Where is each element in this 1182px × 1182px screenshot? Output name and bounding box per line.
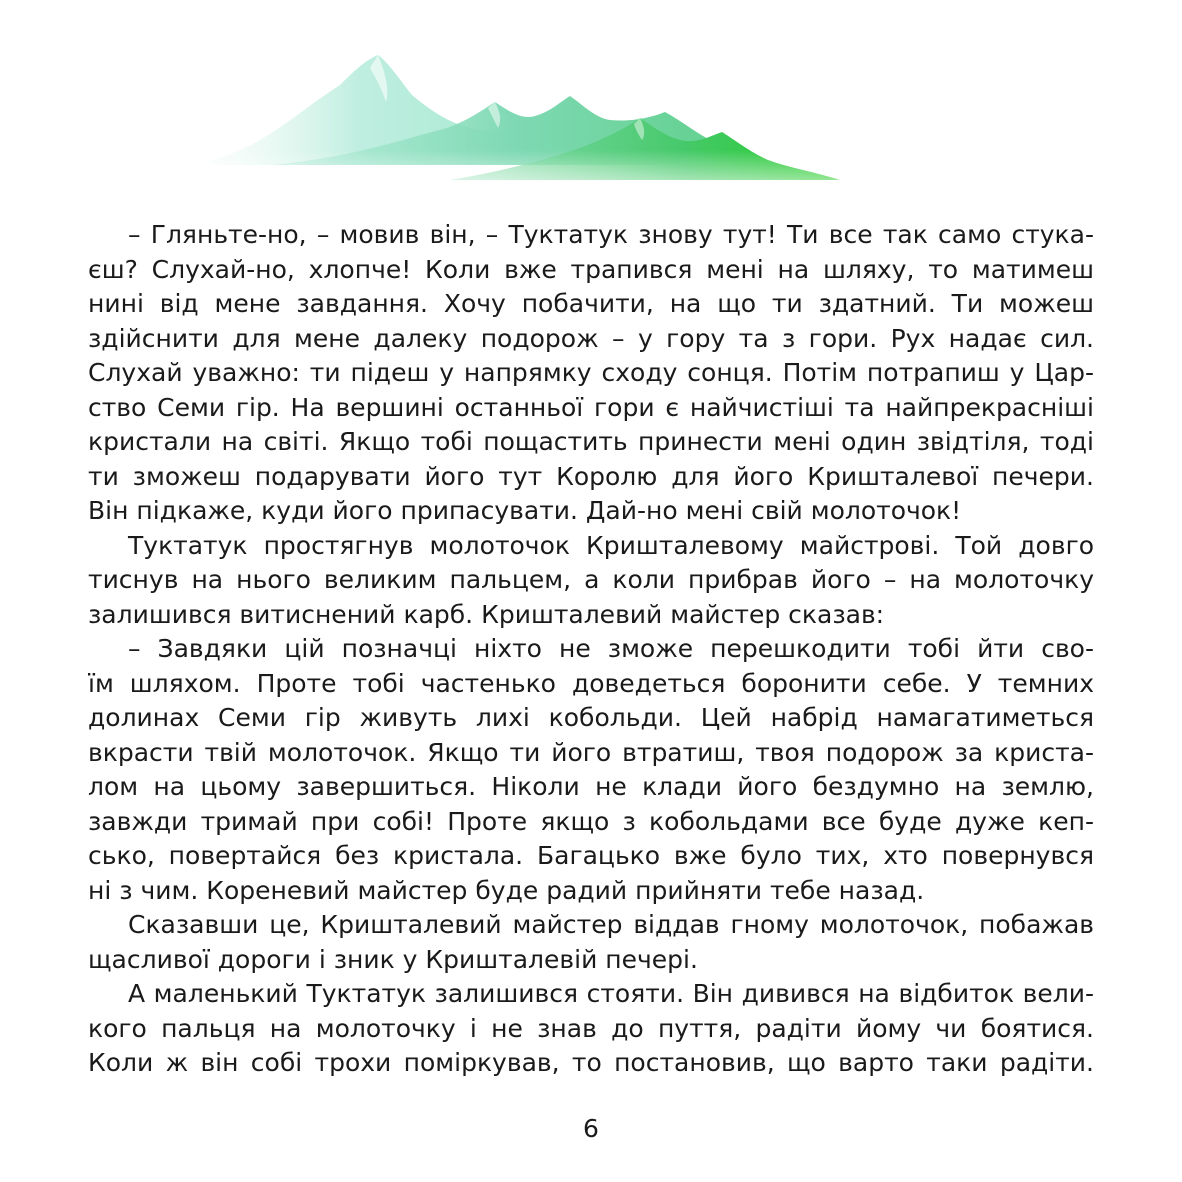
- text-line: – Завдяки цій позначці ніхто не зможе перешкодити тобі йти сво-: [128, 634, 1094, 663]
- text-line: здійснити для мене далеку подорож – у гору та з гори. Рух надає сил.: [88, 323, 1094, 353]
- text-line: кого пальця на молоточку і не знав до пуття, радіти йому чи боятися.: [88, 1013, 1094, 1043]
- text-line: Він підкаже, куди його припасувати. Дай-но мені свій молоточок!: [88, 496, 962, 525]
- text-line: щасливої дороги і зник у Кришталевій печері.: [88, 944, 698, 974]
- story-text: [88, 218, 1094, 1081]
- text-line: їм шляхом. Проте тобі частенько доведеться боронити себе. У темних: [88, 668, 1094, 698]
- paragraph-3: [88, 632, 1094, 908]
- text-line: єш? Слухай-но, хлопче! Коли вже трапився мені на шляху, то матимеш: [88, 254, 1094, 284]
- text-line: сько, повертайся без кристала. Багацько вже було тих, хто повернувся: [88, 841, 1094, 870]
- paragraph-4: [88, 908, 1094, 977]
- paragraph-5: [88, 977, 1094, 1081]
- page-number: 6: [583, 1114, 599, 1143]
- paragraph-1: [88, 218, 1094, 529]
- text-line: кристали на світі. Якщо тобі пощастить принести мені один звідтіля, тоді: [88, 427, 1094, 456]
- text-line: Коли ж він собі трохи поміркував, то постановив, що варто таки радіти.: [88, 1048, 1094, 1077]
- text-line: нині від мене завдання. Хочу побачити, на що ти здатний. Ти можеш: [88, 289, 1094, 318]
- text-line: ні з чим. Кореневий майстер буде радий прийняти тебе назад.: [88, 875, 925, 905]
- text-line: ство Семи гір. На вершині останньої гори є найчистіші та найпрекрасніші: [88, 392, 1094, 422]
- text-line: Слухай уважно: ти підеш у напрямку сходу сонця. Потім потрапиш у Цар-: [88, 358, 1094, 387]
- text-line: тиснув на нього великим пальцем, а коли прибрав його – на молоточку: [88, 565, 1094, 594]
- text-line: Туктатук простягнув молоточок Кришталевому майстрові. Той довго: [128, 530, 1094, 560]
- text-line: лом на цьому завершиться. Ніколи не клади його бездумно на землю,: [88, 772, 1094, 801]
- text-line: Сказавши це, Кришталевий майстер віддав гному молоточок, побажав: [128, 910, 1094, 939]
- text-line: долинах Семи гір живуть лихі кобольди. Цей набрід намагатиметься: [88, 703, 1094, 732]
- paragraph-2: [88, 529, 1094, 633]
- text-line: вкрасти твій молоточок. Якщо ти його втратиш, твоя подорож за криста-: [88, 737, 1094, 767]
- text-line: завжди тримай при собі! Проте якщо з кобольдами все буде дуже кеп-: [88, 806, 1094, 836]
- text-line: А маленький Туктатук залишився стояти. Він дивився на відбиток вели-: [128, 979, 1094, 1008]
- text-line: ти зможеш подарувати його тут Королю для його Кришталевої печери.: [88, 461, 1094, 491]
- text-line: залишився витиснений карб. Кришталевий майстер сказав:: [88, 599, 885, 629]
- text-line: – Гляньте-но, – мовив він, – Туктатук знову тут! Ти все так само стука-: [128, 220, 1094, 249]
- mountain-illustration: [150, 40, 850, 200]
